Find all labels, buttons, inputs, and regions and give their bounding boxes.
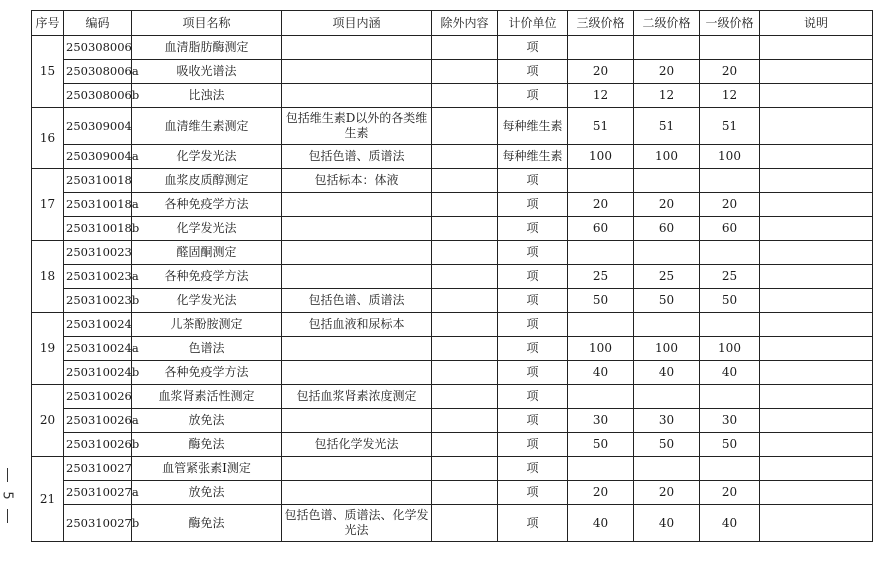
page-number-dash-bottom: [7, 509, 8, 523]
cell-note: [760, 108, 873, 145]
table-row: [32, 241, 873, 265]
cell-unit: 项: [498, 36, 568, 60]
cell-note: [760, 193, 873, 217]
table-row: [32, 193, 873, 217]
table-row: [32, 169, 873, 193]
cell-content: 包括血浆肾素浓度测定: [282, 385, 432, 409]
cell-content: [282, 481, 432, 505]
cell-unit: 项: [498, 481, 568, 505]
cell-price-level2: [634, 457, 700, 481]
cell-price-level3: 51: [568, 108, 634, 145]
cell-note: [760, 36, 873, 60]
cell-unit: 项: [498, 84, 568, 108]
cell-note: [760, 265, 873, 289]
table-row: [32, 457, 873, 481]
cell-code: 250308006a: [64, 60, 132, 84]
cell-price-level2: 50: [634, 433, 700, 457]
cell-note: [760, 457, 873, 481]
cell-price-level2: [634, 313, 700, 337]
cell-price-level1: [700, 457, 760, 481]
cell-unit: 项: [498, 193, 568, 217]
cell-unit: 项: [498, 433, 568, 457]
cell-content: [282, 457, 432, 481]
cell-price-level3: 100: [568, 337, 634, 361]
cell-exclude: [432, 108, 498, 145]
cell-exclude: [432, 361, 498, 385]
cell-content: [282, 265, 432, 289]
cell-name: 酶免法: [132, 505, 282, 542]
cell-code: 250309004: [64, 108, 132, 145]
cell-exclude: [432, 313, 498, 337]
cell-exclude: [432, 385, 498, 409]
cell-price-level3: [568, 241, 634, 265]
cell-name: 酶免法: [132, 433, 282, 457]
cell-name: 血浆皮质醇测定: [132, 169, 282, 193]
cell-name: 血清脂肪酶测定: [132, 36, 282, 60]
cell-name: 化学发光法: [132, 289, 282, 313]
table-row: [32, 217, 873, 241]
cell-code: 250310026: [64, 385, 132, 409]
cell-seq: 17: [32, 169, 64, 241]
cell-price-level2: 25: [634, 265, 700, 289]
cell-content: 包括色谱、质谱法、化学发光法: [282, 505, 432, 542]
cell-code: 250310024: [64, 313, 132, 337]
cell-unit: 项: [498, 385, 568, 409]
cell-price-level2: 30: [634, 409, 700, 433]
cell-name: 各种免疫学方法: [132, 193, 282, 217]
cell-unit: 项: [498, 361, 568, 385]
cell-exclude: [432, 265, 498, 289]
cell-price-level1: 30: [700, 409, 760, 433]
cell-name: 各种免疫学方法: [132, 361, 282, 385]
cell-unit: 项: [498, 505, 568, 542]
cell-price-level1: 60: [700, 217, 760, 241]
cell-price-level3: 20: [568, 60, 634, 84]
cell-unit: 每种维生素: [498, 145, 568, 169]
cell-code: 250310018a: [64, 193, 132, 217]
cell-price-level2: 12: [634, 84, 700, 108]
cell-code: 250308006b: [64, 84, 132, 108]
cell-price-level2: 40: [634, 361, 700, 385]
page-number: [0, 468, 14, 528]
header-exclude: 除外内容: [432, 11, 498, 36]
cell-exclude: [432, 84, 498, 108]
table-row: [32, 289, 873, 313]
header-price-level3: 三级价格: [568, 11, 634, 36]
cell-content: 包括色谱、质谱法: [282, 145, 432, 169]
table-row: [32, 108, 873, 145]
cell-code: 250310023b: [64, 289, 132, 313]
cell-price-level3: 25: [568, 265, 634, 289]
cell-price-level1: 40: [700, 505, 760, 542]
cell-price-level1: 100: [700, 145, 760, 169]
cell-content: 包括标本：体液: [282, 169, 432, 193]
cell-price-level3: [568, 313, 634, 337]
cell-code: 250310027: [64, 457, 132, 481]
cell-price-level2: 20: [634, 60, 700, 84]
table-row: [32, 145, 873, 169]
header-code: 编码: [64, 11, 132, 36]
cell-exclude: [432, 60, 498, 84]
cell-name: 醛固酮测定: [132, 241, 282, 265]
cell-note: [760, 361, 873, 385]
cell-content: [282, 84, 432, 108]
cell-content: [282, 337, 432, 361]
header-unit: 计价单位: [498, 11, 568, 36]
table-row: [32, 84, 873, 108]
cell-code: 250308006: [64, 36, 132, 60]
cell-name: 各种免疫学方法: [132, 265, 282, 289]
cell-name: 血浆肾素活性测定: [132, 385, 282, 409]
price-table-container: [31, 10, 873, 542]
cell-name: 比浊法: [132, 84, 282, 108]
cell-price-level3: 20: [568, 193, 634, 217]
cell-price-level2: [634, 169, 700, 193]
cell-note: [760, 289, 873, 313]
cell-note: [760, 505, 873, 542]
cell-content: [282, 409, 432, 433]
cell-exclude: [432, 481, 498, 505]
cell-name: 放免法: [132, 409, 282, 433]
table-row: [32, 265, 873, 289]
cell-price-level3: 20: [568, 481, 634, 505]
cell-seq: 15: [32, 36, 64, 108]
cell-note: [760, 217, 873, 241]
cell-seq: 18: [32, 241, 64, 313]
cell-name: 色谱法: [132, 337, 282, 361]
cell-exclude: [432, 217, 498, 241]
cell-code: 250310023a: [64, 265, 132, 289]
cell-unit: 项: [498, 409, 568, 433]
cell-exclude: [432, 457, 498, 481]
price-table: [31, 10, 873, 542]
cell-code: 250310026b: [64, 433, 132, 457]
table-row: [32, 313, 873, 337]
cell-unit: 项: [498, 457, 568, 481]
cell-name: 吸收光谱法: [132, 60, 282, 84]
cell-note: [760, 169, 873, 193]
cell-unit: 项: [498, 313, 568, 337]
cell-price-level3: 50: [568, 289, 634, 313]
cell-exclude: [432, 337, 498, 361]
header-price-level2: 二级价格: [634, 11, 700, 36]
cell-code: 250310024a: [64, 337, 132, 361]
cell-content: 包括维生素D以外的各类维生素: [282, 108, 432, 145]
cell-unit: 项: [498, 337, 568, 361]
cell-seq: 21: [32, 457, 64, 542]
cell-price-level3: 100: [568, 145, 634, 169]
cell-content: 包括化学发光法: [282, 433, 432, 457]
cell-price-level3: 12: [568, 84, 634, 108]
cell-code: 250310023: [64, 241, 132, 265]
table-row: [32, 60, 873, 84]
cell-exclude: [432, 505, 498, 542]
cell-price-level1: 51: [700, 108, 760, 145]
cell-content: [282, 217, 432, 241]
table-header-row: [32, 11, 873, 36]
cell-unit: 项: [498, 169, 568, 193]
table-row: [32, 481, 873, 505]
cell-price-level2: 50: [634, 289, 700, 313]
cell-note: [760, 241, 873, 265]
cell-content: 包括血液和尿标本: [282, 313, 432, 337]
cell-price-level3: [568, 457, 634, 481]
cell-price-level1: [700, 385, 760, 409]
cell-content: 包括色谱、质谱法: [282, 289, 432, 313]
cell-price-level2: [634, 385, 700, 409]
cell-price-level2: 40: [634, 505, 700, 542]
cell-exclude: [432, 241, 498, 265]
cell-price-level3: [568, 385, 634, 409]
table-row: [32, 505, 873, 542]
cell-content: [282, 241, 432, 265]
cell-exclude: [432, 433, 498, 457]
cell-code: 250310027a: [64, 481, 132, 505]
cell-price-level1: 50: [700, 433, 760, 457]
cell-content: [282, 193, 432, 217]
cell-note: [760, 145, 873, 169]
cell-price-level2: 20: [634, 193, 700, 217]
header-note: 说明: [760, 11, 873, 36]
cell-name: 儿茶酚胺测定: [132, 313, 282, 337]
cell-price-level1: 20: [700, 60, 760, 84]
cell-name: 血管紧张素Ⅰ测定: [132, 457, 282, 481]
cell-price-level1: [700, 241, 760, 265]
header-price-level1: 一级价格: [700, 11, 760, 36]
cell-price-level2: 51: [634, 108, 700, 145]
cell-price-level1: 20: [700, 193, 760, 217]
cell-price-level1: 25: [700, 265, 760, 289]
cell-price-level1: 100: [700, 337, 760, 361]
table-row: [32, 409, 873, 433]
cell-exclude: [432, 36, 498, 60]
cell-price-level3: [568, 169, 634, 193]
cell-price-level1: 12: [700, 84, 760, 108]
cell-price-level1: 50: [700, 289, 760, 313]
table-row: [32, 337, 873, 361]
cell-price-level2: [634, 36, 700, 60]
cell-name: 化学发光法: [132, 145, 282, 169]
cell-price-level1: [700, 36, 760, 60]
cell-note: [760, 337, 873, 361]
cell-price-level3: 40: [568, 505, 634, 542]
cell-price-level1: [700, 169, 760, 193]
cell-content: [282, 60, 432, 84]
cell-unit: 项: [498, 60, 568, 84]
cell-price-level2: 60: [634, 217, 700, 241]
cell-price-level3: 40: [568, 361, 634, 385]
header-name: 项目名称: [132, 11, 282, 36]
cell-exclude: [432, 289, 498, 313]
cell-exclude: [432, 169, 498, 193]
cell-code: 250310027b: [64, 505, 132, 542]
cell-code: 250310024b: [64, 361, 132, 385]
cell-seq: 20: [32, 385, 64, 457]
page-number-dash-top: [7, 468, 8, 482]
cell-price-level1: 40: [700, 361, 760, 385]
cell-code: 250310018: [64, 169, 132, 193]
cell-name: 放免法: [132, 481, 282, 505]
cell-note: [760, 385, 873, 409]
cell-exclude: [432, 193, 498, 217]
cell-content: [282, 36, 432, 60]
cell-price-level2: [634, 241, 700, 265]
cell-name: 血清维生素测定: [132, 108, 282, 145]
cell-price-level2: 20: [634, 481, 700, 505]
cell-exclude: [432, 409, 498, 433]
cell-unit: 项: [498, 289, 568, 313]
cell-price-level1: 20: [700, 481, 760, 505]
header-seq: 序号: [32, 11, 64, 36]
cell-content: [282, 361, 432, 385]
cell-note: [760, 409, 873, 433]
cell-seq: 19: [32, 313, 64, 385]
cell-note: [760, 84, 873, 108]
cell-price-level2: 100: [634, 145, 700, 169]
cell-name: 化学发光法: [132, 217, 282, 241]
cell-price-level3: 60: [568, 217, 634, 241]
cell-note: [760, 433, 873, 457]
cell-unit: 项: [498, 265, 568, 289]
cell-price-level3: 30: [568, 409, 634, 433]
cell-exclude: [432, 145, 498, 169]
cell-note: [760, 313, 873, 337]
cell-note: [760, 60, 873, 84]
header-content: 项目内涵: [282, 11, 432, 36]
table-row: [32, 385, 873, 409]
cell-note: [760, 481, 873, 505]
cell-code: 250310026a: [64, 409, 132, 433]
cell-price-level2: 100: [634, 337, 700, 361]
cell-unit: 项: [498, 241, 568, 265]
table-row: [32, 36, 873, 60]
cell-seq: 16: [32, 108, 64, 169]
cell-unit: 项: [498, 217, 568, 241]
table-row: [32, 433, 873, 457]
table-body: [32, 36, 873, 542]
page-number-value: 5: [0, 491, 15, 500]
cell-code: 250309004a: [64, 145, 132, 169]
cell-price-level3: 50: [568, 433, 634, 457]
table-row: [32, 361, 873, 385]
cell-unit: 每种维生素: [498, 108, 568, 145]
cell-price-level3: [568, 36, 634, 60]
cell-price-level1: [700, 313, 760, 337]
cell-code: 250310018b: [64, 217, 132, 241]
